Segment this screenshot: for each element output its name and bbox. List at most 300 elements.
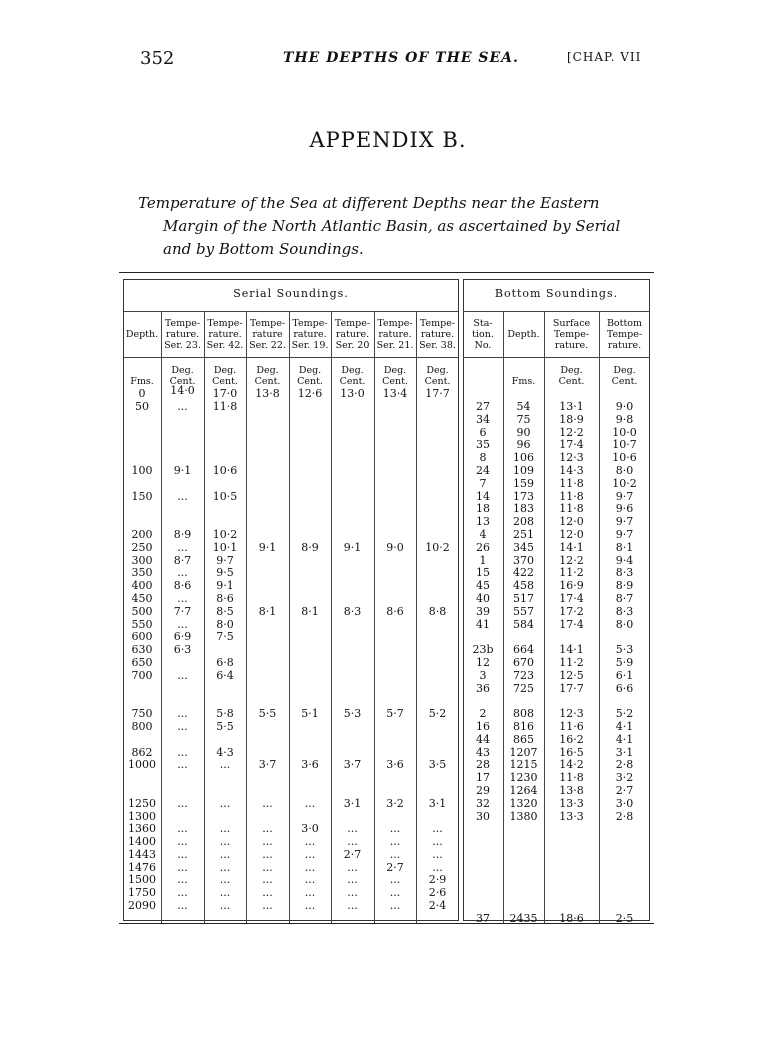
cell-ser-21: ... bbox=[389, 822, 401, 836]
cell-ser-42 bbox=[204, 683, 246, 696]
cell-ser-38 bbox=[416, 683, 459, 696]
header-bottom-depth bbox=[503, 329, 544, 340]
cell-ser-42 bbox=[204, 427, 246, 440]
cell-bottom-temp: 9·8 bbox=[615, 412, 634, 426]
cell-bottom-temp: 10·6 bbox=[612, 451, 637, 465]
cell-surface-temp: 18·9 bbox=[559, 412, 584, 426]
header-line: rature. bbox=[335, 329, 370, 340]
cell-ser-21 bbox=[374, 491, 416, 504]
cell-bottom-temp: 3·1 bbox=[615, 745, 634, 759]
header-line: Deg. bbox=[213, 365, 237, 376]
cell-surface-temp bbox=[544, 823, 599, 836]
cell-station bbox=[463, 887, 503, 900]
cell-station: 2 bbox=[479, 707, 487, 721]
cell-depth bbox=[123, 683, 161, 696]
cell-surface-temp: 13·3 bbox=[559, 809, 584, 823]
cell-ser-38 bbox=[416, 567, 459, 580]
cell-ser-22 bbox=[246, 657, 289, 670]
cell-ser-20: ... bbox=[347, 873, 358, 887]
column-station bbox=[463, 401, 503, 926]
cell-bottom-depth: 2435 bbox=[509, 911, 538, 925]
cell-station: 39 bbox=[476, 604, 490, 618]
cell-ser-19 bbox=[289, 593, 331, 606]
cell-surface-temp: 11·2 bbox=[559, 655, 584, 669]
cell-ser-20 bbox=[331, 644, 374, 657]
cell-bottom-depth: 557 bbox=[513, 604, 534, 618]
serial-title-rule bbox=[123, 311, 459, 312]
cell-ser-23 bbox=[161, 734, 204, 747]
cell-surface-temp: 17·7 bbox=[559, 681, 584, 695]
cell-bottom-depth bbox=[503, 874, 544, 887]
cell-bottom-depth: 183 bbox=[513, 502, 534, 516]
cell-ser-38: ... bbox=[432, 860, 443, 874]
cell-depth bbox=[123, 503, 161, 516]
cell-station: 29 bbox=[476, 783, 490, 797]
cell-ser-22 bbox=[246, 452, 289, 465]
cell-bottom-temp: 9·6 bbox=[615, 502, 634, 516]
caption-line-3: and by Bottom Soundings. bbox=[163, 240, 364, 258]
cell-ser-19 bbox=[289, 414, 331, 427]
header-depth bbox=[123, 329, 161, 340]
column-bottom-depth bbox=[503, 401, 544, 926]
cell-ser-23: ... bbox=[177, 860, 188, 874]
cell-ser-22 bbox=[246, 414, 289, 427]
cell-station: 28 bbox=[476, 758, 490, 772]
cell-ser-22: ... bbox=[262, 873, 273, 887]
cell-ser-21: 3·2 bbox=[386, 796, 404, 810]
cell-bottom-temp: 9·0 bbox=[615, 400, 634, 413]
cell-ser-22 bbox=[246, 516, 289, 529]
cell-ser-42: 8·0 bbox=[216, 617, 234, 631]
cell-ser-22 bbox=[246, 465, 289, 478]
surface-depth: 0 bbox=[138, 387, 146, 400]
cell-ser-21 bbox=[374, 670, 416, 683]
cell-station: 36 bbox=[476, 681, 490, 695]
cell-bottom-depth: 865 bbox=[513, 732, 534, 746]
cell-station: 27 bbox=[476, 400, 490, 413]
cell-depth: 1300 bbox=[128, 809, 156, 823]
caption-line-1: Temperature of the Sea at different Depths near the Eastern bbox=[138, 194, 600, 212]
cell-ser-19 bbox=[289, 567, 331, 580]
cell-bottom-depth: 208 bbox=[513, 515, 534, 529]
cell-station: 17 bbox=[476, 771, 490, 785]
cell-ser-19: ... bbox=[304, 847, 316, 861]
header-line: rature. bbox=[165, 329, 200, 340]
cell-ser-20: ... bbox=[347, 822, 358, 836]
header-line: Surface bbox=[552, 318, 591, 329]
cell-depth: 600 bbox=[131, 630, 153, 644]
cell-ser-22 bbox=[246, 772, 289, 785]
surface-ser-21: 13·4 bbox=[382, 387, 408, 400]
cell-ser-22: ... bbox=[262, 886, 273, 900]
temperature-table bbox=[119, 272, 654, 924]
cell-ser-22: ... bbox=[262, 899, 273, 913]
cell-bottom-temp: 2·8 bbox=[615, 758, 634, 772]
cell-station: 13 bbox=[476, 515, 490, 529]
cell-bottom-temp: 6·1 bbox=[615, 668, 634, 682]
cell-ser-38: ... bbox=[432, 822, 443, 836]
cell-ser-19 bbox=[289, 439, 331, 452]
cell-surface-temp bbox=[544, 862, 599, 875]
cell-bottom-temp: 5·3 bbox=[615, 643, 634, 657]
cell-ser-19 bbox=[289, 631, 331, 644]
cell-ser-19 bbox=[289, 785, 331, 798]
cell-ser-38: ... bbox=[432, 847, 443, 861]
cell-surface-temp: 14·1 bbox=[559, 540, 584, 554]
cell-ser-42: ... bbox=[219, 758, 231, 772]
cell-ser-22: 8·1 bbox=[258, 604, 277, 618]
cell-ser-42 bbox=[204, 913, 246, 926]
cell-ser-23: 7·7 bbox=[173, 604, 192, 618]
cell-ser-23: ... bbox=[177, 745, 188, 759]
cell-ser-38 bbox=[416, 657, 459, 670]
header-line: tion. bbox=[472, 329, 494, 340]
cell-bottom-temp: 2·7 bbox=[615, 783, 634, 797]
cell-ser-19 bbox=[289, 516, 331, 529]
cell-ser-42: ... bbox=[219, 847, 231, 861]
cell-surface-temp: 16·9 bbox=[559, 579, 584, 593]
cell-ser-20 bbox=[331, 452, 374, 465]
header-line: Cent. bbox=[558, 376, 585, 387]
cell-ser-23: 8·6 bbox=[173, 579, 192, 593]
cell-ser-20 bbox=[331, 785, 374, 798]
cell-ser-21: ... bbox=[389, 873, 401, 887]
cell-ser-22: ... bbox=[262, 860, 273, 874]
column-bottom-temp bbox=[599, 401, 650, 926]
cell-bottom-depth bbox=[503, 887, 544, 900]
cell-surface-temp bbox=[544, 849, 599, 862]
cell-ser-20: 3·7 bbox=[343, 758, 362, 772]
cell-ser-23 bbox=[161, 414, 204, 427]
cell-ser-38 bbox=[416, 452, 459, 465]
cell-depth bbox=[123, 785, 161, 798]
cell-ser-38 bbox=[416, 491, 459, 504]
cell-ser-38 bbox=[416, 478, 459, 491]
cell-ser-23: 8·7 bbox=[173, 553, 192, 567]
cell-depth: 1360 bbox=[128, 822, 156, 836]
cell-station: 15 bbox=[476, 566, 490, 580]
cell-ser-19: ... bbox=[304, 835, 316, 849]
cell-ser-38 bbox=[416, 503, 459, 516]
cell-station bbox=[463, 874, 503, 887]
cell-ser-42: ... bbox=[219, 899, 231, 913]
cell-ser-38: ... bbox=[432, 835, 443, 849]
cell-ser-42: 9·1 bbox=[216, 579, 234, 593]
cell-depth: 862 bbox=[131, 745, 153, 759]
cell-ser-19 bbox=[289, 670, 331, 683]
header-line: rature. bbox=[378, 329, 412, 340]
cell-ser-23: 8·9 bbox=[173, 527, 192, 541]
cell-station: 7 bbox=[479, 476, 487, 490]
column-surface-temp bbox=[544, 401, 599, 926]
cell-depth bbox=[123, 478, 161, 491]
cell-surface-temp: 11·6 bbox=[559, 719, 584, 733]
cell-surface-temp: 11·8 bbox=[559, 502, 584, 516]
cell-ser-42: 10·6 bbox=[212, 463, 238, 477]
cell-depth: 350 bbox=[131, 566, 153, 580]
cell-ser-21 bbox=[374, 644, 416, 657]
cell-surface-temp: 11·8 bbox=[559, 771, 584, 785]
cell-ser-22 bbox=[246, 427, 289, 440]
cell-bottom-depth bbox=[503, 836, 544, 849]
cell-ser-23: ... bbox=[177, 796, 188, 810]
cell-ser-42 bbox=[204, 785, 246, 798]
cell-ser-19: ... bbox=[304, 860, 316, 874]
header-line: Cent. bbox=[382, 376, 408, 387]
cell-surface-temp: 11·2 bbox=[559, 566, 584, 580]
cell-bottom-temp: 5·9 bbox=[615, 655, 634, 669]
cell-ser-38 bbox=[416, 401, 459, 414]
cell-bottom-depth: 422 bbox=[513, 566, 534, 580]
cell-depth: 150 bbox=[131, 489, 153, 503]
bottom-header-rule bbox=[463, 357, 650, 358]
cell-ser-20 bbox=[331, 491, 374, 504]
cell-ser-42: 10·1 bbox=[212, 540, 238, 554]
cell-ser-22 bbox=[246, 478, 289, 491]
cell-surface-temp bbox=[544, 836, 599, 849]
header-line: Tempe- bbox=[164, 318, 201, 329]
cell-ser-22 bbox=[246, 529, 289, 542]
header-line: Tempe- bbox=[249, 318, 286, 329]
cell-bottom-depth: 517 bbox=[513, 591, 534, 605]
cell-ser-42: 9·5 bbox=[216, 566, 234, 580]
cell-bottom-depth: 1380 bbox=[509, 809, 538, 823]
cell-ser-23 bbox=[161, 478, 204, 491]
cell-bottom-depth: 251 bbox=[513, 527, 534, 541]
cell-surface-temp bbox=[544, 874, 599, 887]
cell-surface-temp: 12·5 bbox=[559, 668, 584, 682]
cell-ser-23: ... bbox=[177, 707, 188, 721]
cell-bottom-temp: 8·9 bbox=[615, 579, 634, 593]
cell-ser-23 bbox=[161, 683, 204, 696]
cell-bottom-temp: 3·0 bbox=[615, 796, 634, 810]
cell-ser-23: ... bbox=[177, 668, 188, 682]
cell-bottom-depth bbox=[503, 849, 544, 862]
cell-ser-19 bbox=[289, 452, 331, 465]
header-ser-22 bbox=[246, 318, 289, 351]
cell-bottom-temp: 4·1 bbox=[615, 732, 634, 746]
cell-ser-19 bbox=[289, 503, 331, 516]
cell-ser-42: 6·8 bbox=[216, 655, 234, 669]
cell-bottom-temp: 8·1 bbox=[615, 540, 634, 554]
cell-depth: 1250 bbox=[128, 796, 156, 810]
cell-surface-temp: 14·1 bbox=[559, 643, 584, 657]
cell-ser-20: 2·7 bbox=[343, 847, 362, 861]
cell-ser-42: ... bbox=[219, 873, 231, 887]
cell-surface-temp: 12·2 bbox=[559, 553, 584, 567]
column-ser-22 bbox=[246, 401, 289, 926]
cell-bottom-depth: 106 bbox=[513, 451, 534, 465]
bottom-title-rule bbox=[463, 311, 650, 312]
cell-depth: 2090 bbox=[128, 899, 156, 913]
cell-ser-42 bbox=[204, 414, 246, 427]
cell-depth: 800 bbox=[131, 719, 153, 733]
header-line: Cent. bbox=[424, 376, 451, 387]
header-surface-temp bbox=[544, 318, 599, 351]
cell-surface-temp: 13·3 bbox=[559, 796, 584, 810]
cell-ser-42: 4·3 bbox=[216, 745, 234, 759]
cell-ser-20 bbox=[331, 478, 374, 491]
cell-ser-20: 5·3 bbox=[343, 707, 362, 721]
cell-depth: 1750 bbox=[128, 886, 156, 900]
cell-bottom-depth bbox=[503, 862, 544, 875]
cell-depth: 1400 bbox=[128, 835, 156, 849]
cell-depth bbox=[123, 414, 161, 427]
cell-ser-19: 8·9 bbox=[301, 540, 319, 554]
cell-station: 8 bbox=[479, 451, 487, 465]
cell-ser-21 bbox=[374, 593, 416, 606]
cell-bottom-temp bbox=[599, 836, 650, 849]
cell-ser-20: ... bbox=[347, 899, 358, 913]
cell-depth: 750 bbox=[131, 707, 153, 721]
cell-bottom-depth: 159 bbox=[513, 476, 534, 490]
cell-surface-temp: 17·2 bbox=[559, 604, 584, 618]
cell-ser-20 bbox=[331, 516, 374, 529]
cell-ser-20 bbox=[331, 503, 374, 516]
cell-ser-22 bbox=[246, 401, 289, 414]
cell-ser-22 bbox=[246, 593, 289, 606]
cell-surface-temp: 17·4 bbox=[559, 438, 584, 452]
cell-ser-23: ... bbox=[177, 617, 188, 631]
cell-ser-20: ... bbox=[347, 860, 358, 874]
cell-ser-20 bbox=[331, 772, 374, 785]
cell-ser-19 bbox=[289, 721, 331, 734]
header-line: Deg. bbox=[613, 365, 636, 376]
cell-ser-38: 3·5 bbox=[428, 758, 447, 772]
cell-ser-22 bbox=[246, 631, 289, 644]
unit-depth: Fms. bbox=[130, 376, 154, 387]
cell-bottom-depth: 1207 bbox=[509, 745, 538, 759]
cell-ser-42: ... bbox=[219, 796, 231, 810]
column-ser-23 bbox=[161, 401, 204, 926]
cell-depth: 300 bbox=[131, 553, 153, 567]
header-line: Cent. bbox=[297, 376, 323, 387]
cell-ser-22 bbox=[246, 785, 289, 798]
cell-ser-21 bbox=[374, 452, 416, 465]
cell-bottom-depth: 75 bbox=[516, 412, 531, 426]
cell-ser-19: ... bbox=[304, 886, 316, 900]
cell-ser-22: ... bbox=[262, 796, 273, 810]
cell-ser-42: 8·6 bbox=[216, 591, 234, 605]
cell-bottom-depth: 1230 bbox=[509, 771, 538, 785]
header-line: rature. bbox=[293, 329, 327, 340]
cell-ser-23 bbox=[161, 785, 204, 798]
cell-bottom-temp: 9·7 bbox=[615, 489, 634, 503]
cell-ser-19: ... bbox=[304, 796, 316, 810]
cell-ser-23: ... bbox=[177, 835, 188, 849]
cell-station: 26 bbox=[476, 540, 490, 554]
cell-ser-22 bbox=[246, 721, 289, 734]
cell-bottom-depth: 808 bbox=[513, 707, 534, 721]
cell-bottom-temp: 9·7 bbox=[615, 515, 634, 529]
cell-surface-temp bbox=[544, 900, 599, 913]
cell-bottom-depth: 725 bbox=[513, 681, 534, 695]
cell-bottom-temp: 8·3 bbox=[615, 604, 634, 618]
cell-ser-20 bbox=[331, 619, 374, 632]
cell-ser-19 bbox=[289, 580, 331, 593]
cell-ser-22 bbox=[246, 555, 289, 568]
cell-bottom-temp bbox=[599, 823, 650, 836]
cell-bottom-temp: 10·7 bbox=[612, 438, 637, 452]
cell-ser-38 bbox=[416, 593, 459, 606]
cell-bottom-temp bbox=[599, 874, 650, 887]
cell-bottom-depth: 723 bbox=[513, 668, 534, 682]
header-ser-42 bbox=[204, 318, 246, 351]
surface-ser-22: 13·8 bbox=[255, 387, 280, 400]
cell-depth: 1476 bbox=[128, 860, 156, 874]
cell-bottom-temp: 6·6 bbox=[615, 681, 634, 695]
cell-ser-22: 3·7 bbox=[258, 758, 277, 772]
cell-ser-23: ... bbox=[177, 566, 188, 580]
cell-station: 16 bbox=[476, 719, 490, 733]
cell-ser-21: ... bbox=[389, 899, 401, 913]
cell-ser-21 bbox=[374, 619, 416, 632]
cell-bottom-depth: 1215 bbox=[509, 758, 538, 772]
cell-ser-20 bbox=[331, 683, 374, 696]
header-line: Depth. bbox=[125, 329, 159, 340]
header-line: Deg. bbox=[341, 365, 364, 376]
cell-bottom-depth: 1320 bbox=[509, 796, 538, 810]
cell-ser-42: ... bbox=[219, 822, 231, 836]
serial-header-rule bbox=[123, 357, 459, 358]
unit-ser-42 bbox=[204, 365, 246, 387]
cell-depth bbox=[123, 772, 161, 785]
cell-ser-22: ... bbox=[262, 822, 273, 836]
cell-depth: 1500 bbox=[128, 873, 156, 887]
cell-ser-38 bbox=[416, 516, 459, 529]
cell-ser-22 bbox=[246, 670, 289, 683]
cell-depth: 1000 bbox=[128, 758, 156, 772]
cell-bottom-temp: 3·2 bbox=[615, 771, 634, 785]
cell-ser-38 bbox=[416, 465, 459, 478]
cell-surface-temp: 18·6 bbox=[559, 911, 584, 925]
cell-ser-42: ... bbox=[219, 860, 231, 874]
cell-station: 45 bbox=[476, 579, 490, 593]
cell-ser-21 bbox=[374, 516, 416, 529]
cell-ser-19: 3·0 bbox=[301, 822, 319, 836]
cell-bottom-temp bbox=[599, 862, 650, 875]
cell-ser-20 bbox=[331, 439, 374, 452]
cell-ser-42: 7·5 bbox=[216, 630, 234, 644]
cell-bottom-depth: 370 bbox=[513, 553, 534, 567]
cell-bottom-depth: 458 bbox=[513, 579, 534, 593]
cell-ser-21: ... bbox=[389, 835, 401, 849]
cell-ser-22 bbox=[246, 439, 289, 452]
header-ser-21 bbox=[374, 318, 416, 351]
cell-ser-23: ... bbox=[177, 847, 188, 861]
cell-ser-38: 2·4 bbox=[428, 899, 447, 913]
header-line: Cent. bbox=[212, 376, 238, 387]
cell-ser-21 bbox=[374, 465, 416, 478]
cell-ser-22 bbox=[246, 503, 289, 516]
cell-ser-42: 6·4 bbox=[216, 668, 234, 682]
cell-surface-temp: 11·8 bbox=[559, 476, 584, 490]
cell-bottom-temp: 5·2 bbox=[615, 707, 634, 721]
cell-surface-temp bbox=[544, 887, 599, 900]
cell-surface-temp: 13·8 bbox=[559, 783, 584, 797]
cell-surface-temp: 12·0 bbox=[559, 515, 584, 529]
page-number: 352 bbox=[140, 48, 175, 69]
cell-ser-20 bbox=[331, 465, 374, 478]
cell-bottom-depth: 664 bbox=[513, 643, 534, 657]
cell-bottom-temp: 8·7 bbox=[615, 591, 634, 605]
cell-ser-42: ... bbox=[219, 886, 231, 900]
header-line: Deg. bbox=[256, 365, 279, 376]
cell-ser-38 bbox=[416, 529, 459, 542]
header-line: Deg. bbox=[383, 365, 407, 376]
cell-ser-22: ... bbox=[262, 847, 273, 861]
cell-ser-21: 5·7 bbox=[386, 707, 404, 721]
